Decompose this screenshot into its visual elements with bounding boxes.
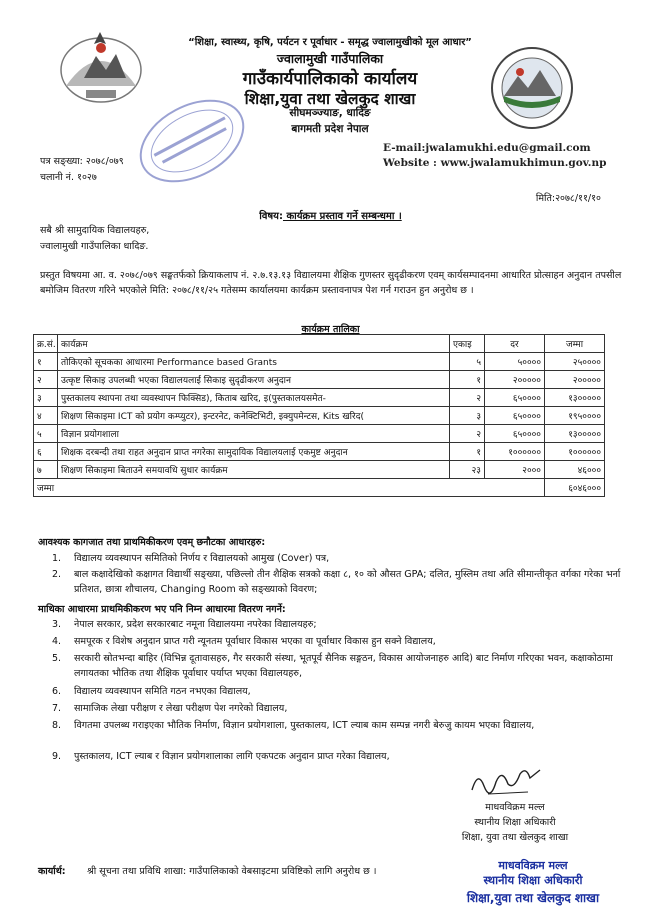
grand-total: ६०४६००० <box>545 479 605 497</box>
footer-text: श्री सूचना तथा प्रविधि शाखा: गाउँपालिकाको वेबसाइटमा प्रविष्टिको लागि अनुरोध छ । <box>87 866 377 877</box>
list-text: नेपाल सरकार, प्रदेश सरकारबाट नमूना विद्यालयमा नपरेका विद्यालयहरु; <box>74 619 317 630</box>
list-number: 3. <box>52 619 62 630</box>
row-total: ४६००० <box>545 461 605 479</box>
row-sn: ४ <box>34 407 58 425</box>
row-sn: २ <box>34 371 58 389</box>
subject-label: विषय: <box>259 211 283 222</box>
list-item <box>52 634 624 649</box>
row-rate: ५०००० <box>485 353 545 371</box>
row-rate: ६५०००० <box>485 407 545 425</box>
list-item <box>52 684 624 699</box>
government-emblem-icon <box>56 26 146 106</box>
recipient-line-1: सबै श्री सामुदायिक विद्यालयहरु, <box>40 225 150 236</box>
row-unit: १ <box>450 371 485 389</box>
list-number: 7. <box>52 703 62 714</box>
list-number: 5. <box>52 653 62 664</box>
signer-branch: शिक्षा, युवा तथा खेलकुद शाखा <box>461 832 569 843</box>
row-sn: ३ <box>34 389 58 407</box>
list-text: विद्यालय व्यवस्थापन समिति गठन नभएका विद्यालय, <box>74 686 251 697</box>
letter-date: मिति:२०७८/११/१० <box>535 193 601 204</box>
letter-number: पत्र सङ्ख्या: २०७८/०७९ <box>40 156 124 167</box>
branch-name: शिक्षा,युवा तथा खेलकुद शाखा <box>244 90 416 108</box>
list-number: 6. <box>52 686 62 697</box>
row-rate: २००००० <box>485 371 545 389</box>
row-sn: ५ <box>34 425 58 443</box>
section1-heading: आवश्यक कागजात तथा प्राथमिकीकरण एवम् छनौटका आधारहरु: <box>38 537 266 548</box>
list-text: सरकारी स्रोतभन्दा बाहिर (विभिन्न दूतावासहरु, गैर सरकारी संस्था, भूतपूर्व सैनिक सङ्गठन, विकास आयोजनाहरु आदि) बाट निर्माण गरिएका भवन, कक्षाकोठामा लगायतका भौतिक तथा शैक्षिक पूर्वाधार पर्याप्त भएका विद्यालयहरु, <box>74 653 613 679</box>
table-total-row <box>34 479 605 497</box>
row-program: विज्ञान प्रयोगशाला <box>58 425 450 443</box>
list-item <box>52 551 624 566</box>
table-row <box>34 443 605 461</box>
row-program: शिक्षण सिकाइमा ICT को प्रयोग कम्प्युटर), इन्टरनेट, कनेक्टिभिटी, इक्युपमेन्टस, Kits खरिद( <box>58 407 450 425</box>
row-total: २००००० <box>545 371 605 389</box>
row-rate: ६५०००० <box>485 425 545 443</box>
row-total: १३००००० <box>545 389 605 407</box>
row-unit: ३ <box>450 407 485 425</box>
list-number: 8. <box>52 720 62 731</box>
program-table <box>33 334 605 497</box>
list-text: बाल कक्षादेखिको कक्षागत विद्यार्थी सङ्ख्या, पछिल्लो तीन शैक्षिक सत्रको कक्षा ८, १० को औसत GPA; दलित, मुस्लिम तथा अति सीमान्तीकृत वर्गका गरेका भर्ना प्रतिशत, छात्रा शौचालय, Changing Room को सङ्ख्याको विवरण; <box>74 569 621 595</box>
row-sn: ७ <box>34 461 58 479</box>
list-text: पुस्तकालय, ICT ल्याब र विज्ञान प्रयोगशालाका लागि एकपटक अनुदान प्राप्त गरेका विद्यालय, <box>74 751 390 762</box>
table-row <box>34 353 605 371</box>
office-name: गाउँकार्यपालिकाको कार्यालय <box>242 69 418 89</box>
row-program: शिक्षण सिकाइमा बिताउने समयावधि सुधार कार्यक्रम <box>58 461 450 479</box>
row-sn: ६ <box>34 443 58 461</box>
website-address: Website : www.jwalamukhimun.gov.np <box>383 157 607 169</box>
list-text: समपूरक र विशेष अनुदान प्राप्त गरी न्यूनतम पूर्वाधार विकास भएका वा पूर्वाधार विकास हुन सक्ने विद्यालय, <box>74 636 436 647</box>
stamp-title: स्थानीय शिक्षा अधिकारी <box>483 873 583 887</box>
list-number: 2. <box>52 569 62 580</box>
row-unit: २ <box>450 389 485 407</box>
table-row <box>34 461 605 479</box>
row-rate: २००० <box>485 461 545 479</box>
list-number: 4. <box>52 636 62 647</box>
row-unit: २ <box>450 425 485 443</box>
row-program: तोकिएको सूचकका आधारमा Performance based Grants <box>58 353 450 371</box>
table-row <box>34 371 605 389</box>
header-program: कार्यक्रम <box>58 335 450 353</box>
row-rate: ६५०००० <box>485 389 545 407</box>
row-unit: १ <box>450 443 485 461</box>
list-number: 9. <box>52 751 62 762</box>
row-total: १९५०००० <box>545 407 605 425</box>
row-program: पुस्तकालय स्थापना तथा व्यवस्थापन फिक्सिड), किताब खरिद, इ(पुस्तकालयसमेत- <box>58 389 450 407</box>
list-item <box>52 718 624 733</box>
table-row <box>34 407 605 425</box>
row-rate: १०००००० <box>485 443 545 461</box>
stamp-branch: शिक्षा,युवा तथा खेलकुद शाखा <box>466 891 600 905</box>
email-address: E-mail:jwalamukhi.edu@gmail.com <box>383 142 591 154</box>
stamp-name: माधवविक्रम मल्ल <box>498 859 568 872</box>
table-row <box>34 425 605 443</box>
list-item <box>52 651 624 681</box>
dispatch-number: चलानी नं. १०२७ <box>40 172 97 183</box>
subject-line <box>0 208 661 222</box>
row-unit: २३ <box>450 461 485 479</box>
list-item <box>52 701 624 716</box>
header-total: जम्मा <box>545 335 605 353</box>
row-total: १३००००० <box>545 425 605 443</box>
office-address: सीघमञ्ज्याङ, धादिङ <box>289 107 371 119</box>
row-unit: ५ <box>450 353 485 371</box>
header-unit: एकाइ <box>450 335 485 353</box>
recipient-line-2: ज्वालामुखी गाउँपालिका धादिङ. <box>40 241 149 252</box>
signer-title: स्थानीय शिक्षा अधिकारी <box>474 817 556 828</box>
section2-heading: माथिका आधारमा प्राथमिकीकरण भए पनि निम्न आधारमा वितरण नगर्ने: <box>38 604 286 615</box>
row-program: उत्कृष्ट सिकाइ उपलब्धी भएका विद्यालयलाई सिकाइ सुदृढीकरण अनुदान <box>58 371 450 389</box>
list-number: 1. <box>52 553 62 564</box>
footer-label: कार्यार्थ: <box>38 866 66 877</box>
signature-icon <box>468 760 548 800</box>
header-sn: क्र.सं. <box>34 335 58 353</box>
header-rate: दर <box>485 335 545 353</box>
row-total: २५०००० <box>545 353 605 371</box>
table-header-row <box>34 335 605 353</box>
list-text: विगतमा उपलब्ध गराइएका भौतिक निर्माण, विज्ञान प्रयोगशाला, पुस्तकालय, ICT ल्याब काम सम्पन्न नगरी बेरुजु कायम भएका विद्यालय, <box>74 720 535 731</box>
municipality-name: ज्वालामुखी गाउँपालिका <box>276 51 384 66</box>
total-label: जम्मा <box>34 479 545 497</box>
subject-text: कार्यक्रम प्रस्ताव गर्ने सम्बन्धमा । <box>282 211 402 222</box>
slogan: “शिक्षा, स्वास्थ्य, कृषि, पर्यटन र पूर्वाधार - समृद्ध ज्वालामुखीको मूल आधार” <box>188 37 472 48</box>
list-item <box>52 617 624 632</box>
list-text: सामाजिक लेखा परीक्षण र लेखा परीक्षण पेश नगरेको विद्यालय, <box>74 703 288 714</box>
row-total: १०००००० <box>545 443 605 461</box>
row-sn: १ <box>34 353 58 371</box>
body-paragraph: प्रस्तुत विषयमा आ. व. २०७८/०७९ सङ्घतर्फको क्रियाकलाप नं. २.७.१३.१३ विद्यालयमा शैक्षिक गुणस्तर सुदृढीकरण एवम् कार्यसम्पादनमा आधारित प्रोत्साहन अनुदान तपसील बमोजिम वितरण गरिने भएकोले मिति: २०७८/११/२५ गतेसम्म कार्यालयमा कार्यक्रम प्रस्तावनापत्र पेश गर्न गराउन हुन अनुरोध छ । <box>40 270 622 296</box>
list-item <box>52 567 624 597</box>
list-text: विद्यालय व्यवस्थापन समितिको निर्णय र विद्यालयको आमुख (Cover) पत्र, <box>74 553 330 564</box>
table-title: कार्यक्रम तालिका <box>301 324 360 335</box>
province-name: बागमती प्रदेश नेपाल <box>291 123 369 135</box>
signer-name: माधवविक्रम मल्ल <box>485 802 545 813</box>
table-row <box>34 389 605 407</box>
row-program: शिक्षक दरबन्दी तथा राहत अनुदान प्राप्त नगरेका सामुदायिक विद्यालयलाई एकमुष्ट अनुदान <box>58 443 450 461</box>
